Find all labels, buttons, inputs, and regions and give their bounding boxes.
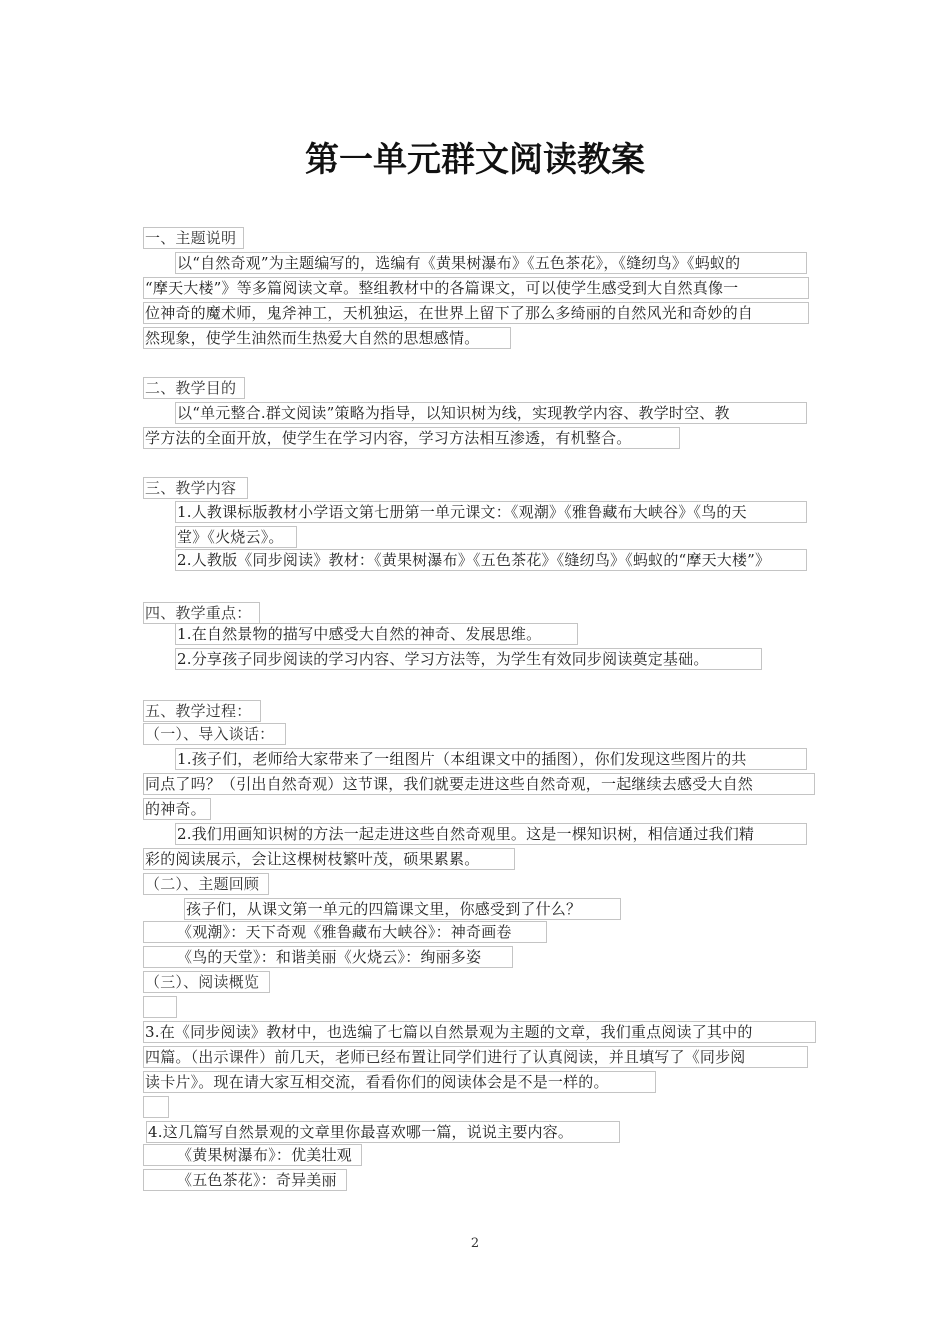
subsection-heading-review: （二）、主题回顾 [143, 873, 269, 895]
paragraph-line: 学方法的全面开放，使学生在学习内容，学习方法相互渗透，有机整合。 [143, 427, 680, 449]
paragraph-line: 4.这几篇写自然景观的文章里你最喜欢哪一篇，说说主要内容。 [146, 1121, 620, 1143]
paragraph-line: 孩子们，从课文第一单元的四篇课文里，你感受到了什么？ [184, 898, 621, 920]
paragraph-line: 《五色茶花》：奇异美丽 [143, 1169, 347, 1191]
paragraph-line: 2.我们用画知识树的方法一起走进这些自然奇观里。这是一棵知识树，相信通过我们精 [175, 823, 807, 845]
page-title: 第一单元群文阅读教案 [305, 140, 645, 180]
paragraph-line: 《黄果树瀑布》：优美壮观 [143, 1144, 362, 1166]
subsection-heading-intro: （一）、导入谈话： [143, 723, 286, 745]
paragraph-line: 2.人教版《同步阅读》教材：《黄果树瀑布》《五色茶花》《缝纫鸟》《蚂蚁的“摩天大楼”》 [175, 549, 807, 571]
section-heading-process: 五、教学过程： [143, 700, 261, 722]
paragraph-line: 1.孩子们，老师给大家带来了一组图片（本组课文中的插图），你们发现这些图片的共 [175, 748, 807, 770]
paragraph-line: 位神奇的魔术师，鬼斧神工，天机独运，在世界上留下了那么多绮丽的自然风光和奇妙的自 [143, 302, 809, 324]
paragraph-line: 《鸟的天堂》：和谐美丽《火烧云》：绚丽多姿 [143, 946, 513, 968]
empty-frame [143, 1096, 169, 1118]
paragraph-line: 《观潮》：天下奇观《雅鲁藏布大峡谷》：神奇画卷 [143, 921, 547, 943]
section-heading-goal: 二、教学目的 [143, 377, 245, 399]
empty-frame [143, 996, 177, 1018]
paragraph-line: 1.在自然景物的描写中感受大自然的神奇、发展思维。 [175, 623, 578, 645]
section-heading-content: 三、教学内容 [143, 477, 248, 499]
page-number: 2 [470, 1236, 480, 1251]
paragraph-line: 彩的阅读展示，会让这棵树枝繁叶茂，硕果累累。 [143, 848, 515, 870]
paragraph-line: 四篇。（出示课件）前几天，老师已经布置让同学们进行了认真阅读，并且填写了《同步阅 [143, 1046, 808, 1068]
paragraph-line: 2.分享孩子同步阅读的学习内容、学习方法等，为学生有效同步阅读奠定基础。 [175, 648, 762, 670]
paragraph-line: “摩天大楼”》等多篇阅读文章。整组教材中的各篇课文，可以使学生感受到大自然真像一 [143, 277, 809, 299]
paragraph-line: 3.在《同步阅读》教材中，也选编了七篇以自然景观为主题的文章，我们重点阅读了其中的 [143, 1021, 816, 1043]
section-heading-theme: 一、主题说明 [143, 227, 244, 249]
subsection-heading-overview: （三）、阅读概览 [143, 971, 270, 993]
paragraph-line: 读卡片》。现在请大家互相交流，看看你们的阅读体会是不是一样的。 [143, 1071, 656, 1093]
paragraph-line: 以“自然奇观”为主题编写的，选编有《黄果树瀑布》《五色茶花》，《缝纫鸟》《蚂蚁的 [175, 252, 807, 274]
paragraph-line: 的神奇。 [143, 798, 211, 820]
paragraph-line: 堂》《火烧云》。 [175, 526, 297, 548]
section-heading-focus: 四、教学重点： [143, 602, 260, 624]
paragraph-line: 同点了吗？（引出自然奇观）这节课，我们就要走进这些自然奇观，一起继续去感受大自然 [143, 773, 815, 795]
paragraph-line: 然现象，使学生油然而生热爱大自然的思想感情。 [143, 327, 511, 349]
paragraph-line: 以“单元整合.群文阅读”策略为指导，以知识树为线，实现教学内容、教学时空、教 [175, 402, 807, 424]
paragraph-line: 1.人教课标版教材小学语文第七册第一单元课文：《观潮》《雅鲁藏布大峡谷》《鸟的天 [175, 501, 807, 523]
